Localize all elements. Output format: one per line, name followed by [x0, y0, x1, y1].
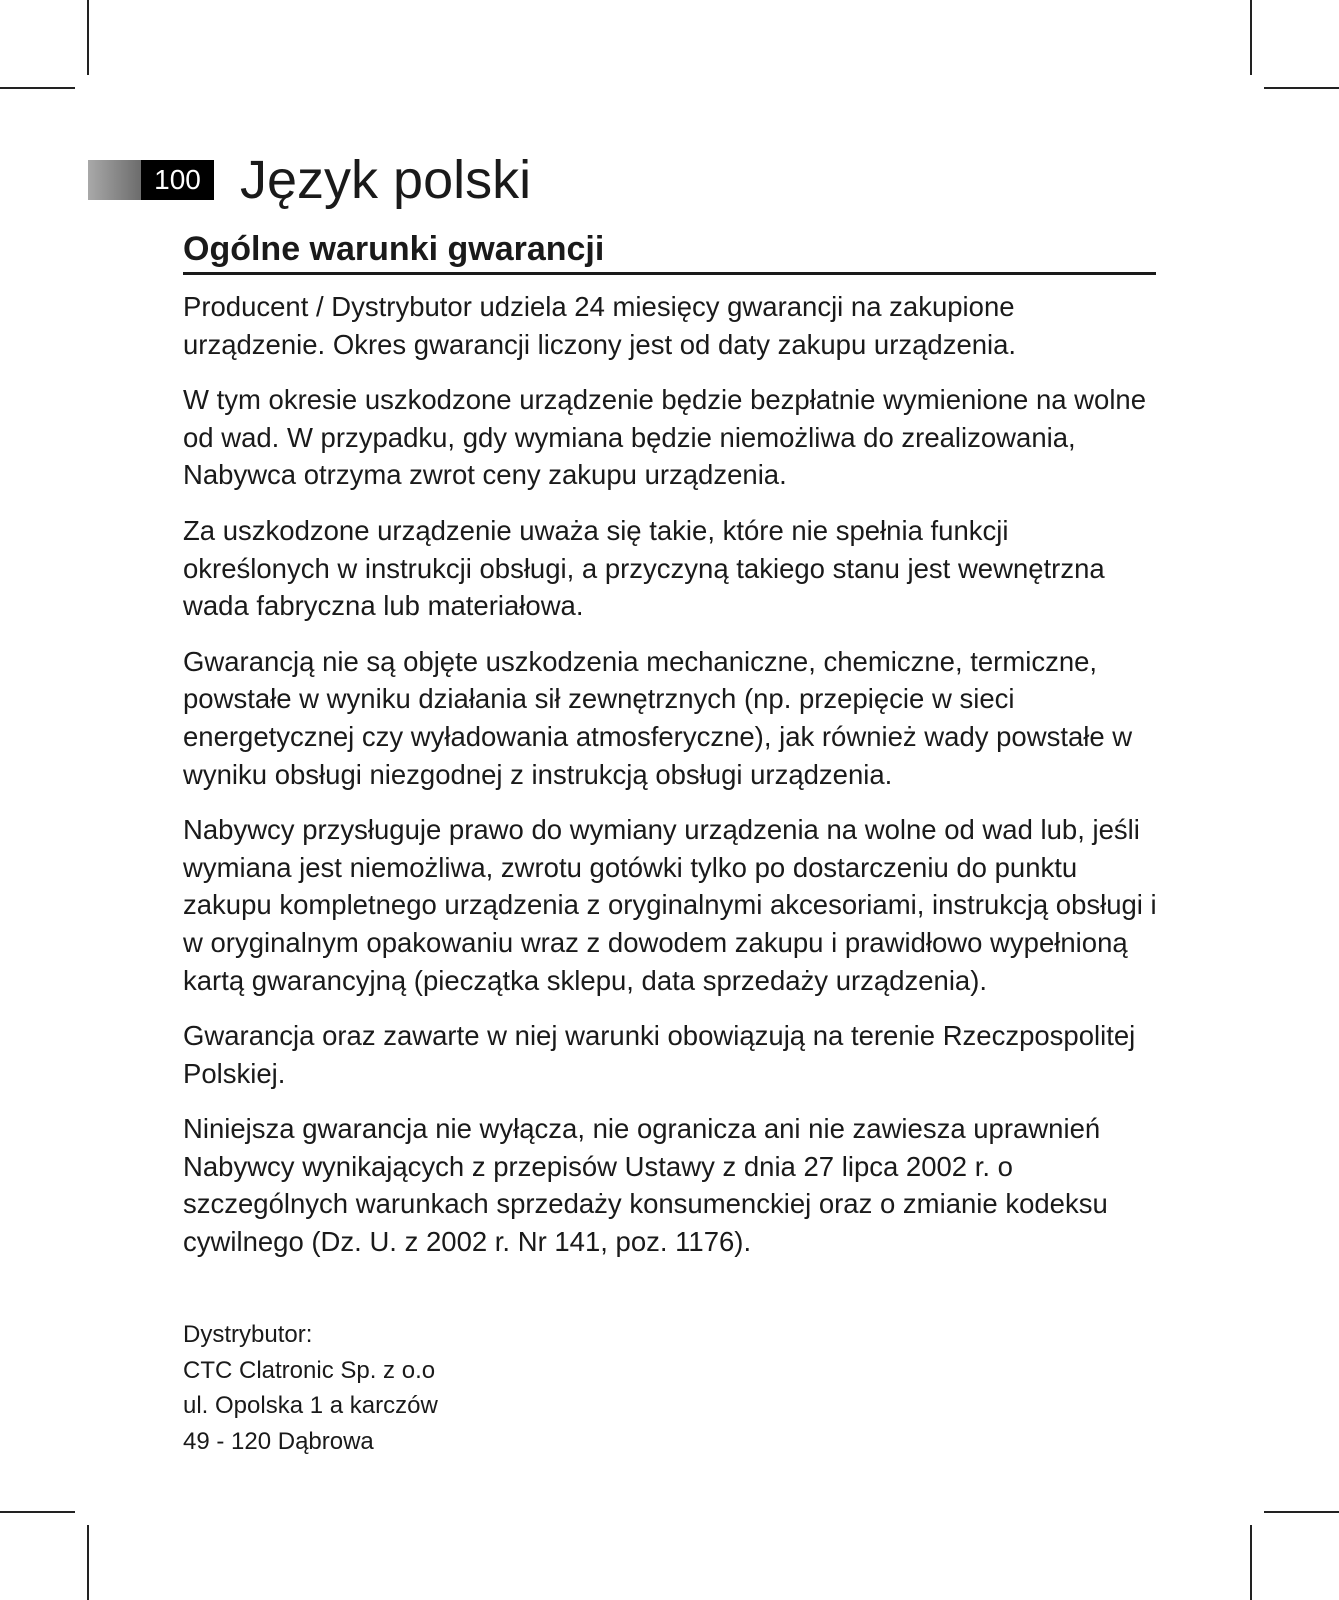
- paragraph: Nabywcy przysługuje prawo do wymiany urządzenia na wolne od wad lub, jeśli wymiana jest niemożliwa, zwrotu gotówki tylko po dostarczeniu do punktu zakupu kompletnego urządzenia z oryginalnymi akcesoriami, instrukcją obsługi i w oryginalnym opakowaniu wraz z dowodem zakupu i prawidłowo wypełnioną kartą gwarancyjną (pieczątka sklepu, data sprzedaży urządzenia).: [183, 814, 1157, 996]
- warranty-text: [183, 288, 1158, 1279]
- crop-mark: [0, 87, 75, 89]
- paragraph: Gwarancją nie są objęte uszkodzenia mechaniczne, chemiczne, termiczne, powstałe w wyniku działania sił zewnętrznych (np. przepięcie w sieci energetycznej czy wyładowania atmosferyczne), jak również wady powstałe w wyniku obsługi niezgodnej z instrukcją obsługi urządzenia.: [183, 645, 1133, 790]
- crop-mark: [1250, 0, 1252, 75]
- paragraph: Za uszkodzone urządzenie uważa się takie, które nie spełnia funkcji określonych w instrukcji obsługi, a przyczyną takiego stanu jest wewnętrzna wada fabryczna lub materiałowa.: [183, 514, 1105, 622]
- distributor-address: [183, 1317, 438, 1459]
- crop-mark: [1264, 1511, 1339, 1513]
- distributor-street: ul. Opolska 1 a karczów: [183, 1392, 438, 1419]
- paragraph: Niniejsza gwarancja nie wyłącza, nie ogranicza ani nie zawiesza uprawnień Nabywcy wynikających z przepisów Ustawy z dnia 27 lipca 2002 r. o szczególnych warunkach sprzedaży konsumenckiej oraz o zmianie kodeksu cywilnego (Dz. U. z 2002 r. Nr 141, poz. 1176).: [183, 1113, 1108, 1258]
- page-title: Język polski: [240, 150, 532, 210]
- crop-mark: [87, 1525, 89, 1600]
- distributor-label: Dystrybutor:: [183, 1321, 313, 1348]
- paragraph: W tym okresie uszkodzone urządzenie będzie bezpłatnie wymienione na wolne od wad. W przypadku, gdy wymiana będzie niemożliwa do zrealizowania, Nabywca otrzyma zwrot ceny zakupu urządzenia.: [183, 384, 1147, 491]
- section-heading: Ogólne warunki gwarancji: [183, 230, 605, 268]
- distributor-company: CTC Clatronic Sp. z o.o: [183, 1356, 436, 1384]
- page-number: 100: [141, 160, 214, 200]
- crop-mark: [87, 0, 89, 75]
- paragraph: Producent / Dystrybutor udziela 24 miesięcy gwarancji na zakupione urządzenie. Okres gwarancji liczony jest od daty zakupu urządzenia.: [183, 291, 1017, 360]
- crop-mark: [0, 1511, 75, 1513]
- section-divider: [183, 272, 1156, 275]
- crop-mark: [1250, 1525, 1252, 1600]
- paragraph: Gwarancja oraz zawarte w niej warunki obowiązują na terenie Rzeczpospolitej Polskiej.: [183, 1020, 1136, 1089]
- crop-mark: [1264, 87, 1339, 89]
- distributor-city: 49 - 120 Dąbrowa: [183, 1427, 374, 1455]
